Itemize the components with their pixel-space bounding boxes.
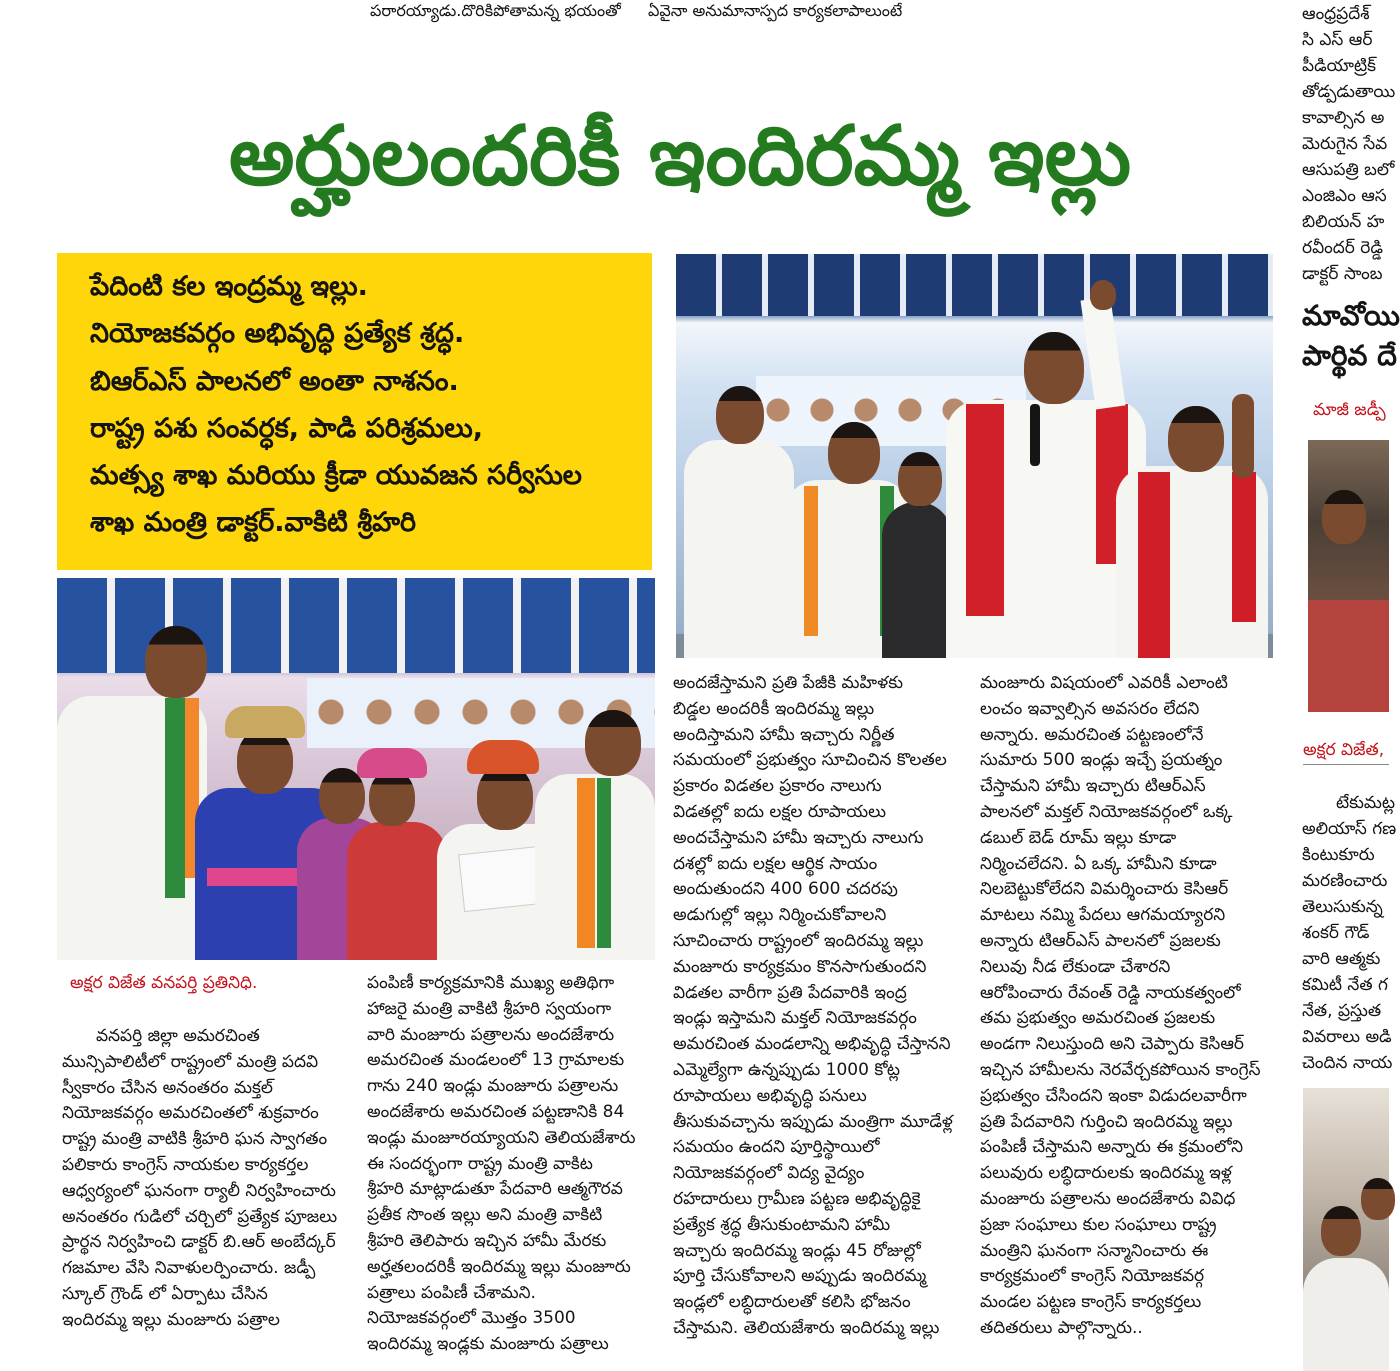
article-column-3 <box>673 671 959 1346</box>
article-line: హాజరై మంత్రి వాకిటి శ్రీహరి స్వయంగా <box>367 998 612 1019</box>
byline: అక్షర విజేత వనపర్తి ప్రతినిధి. <box>70 973 258 993</box>
article-line: మున్సిపాలిటీలో రాష్ట్రంలో మంత్రి పదవి <box>62 1051 319 1072</box>
article-line: ఇందిరమ్మ ఇండ్లకు మంజూరు పత్రాలు <box>367 1334 609 1355</box>
article-line: డబుల్ బెడ్ రూమ్ ఇల్లు కూడా <box>980 827 1177 848</box>
side-line: మరణించారు <box>1302 871 1388 891</box>
article-line: బిడ్డల అందరికీ ఇందిరమ్మ ఇల్లు <box>673 698 875 719</box>
side-line: తెలుసుకున్న <box>1302 897 1383 917</box>
article-line: మంత్రిని ఘనంగా సన్మానించారు ఈ <box>980 1240 1209 1261</box>
article-line: మంజూరు పత్రాలను అందజేశారు వివిధ <box>980 1188 1236 1209</box>
highlight-line: బిఆర్ఎస్ పాలనలో అంతా నాశనం. <box>90 365 459 397</box>
article-line: రహదారులు గ్రామీణ పట్టణ అభివృద్ధికై <box>673 1188 921 1209</box>
person-body <box>1303 1258 1389 1371</box>
article-line: ఇండ్లు ఇస్తామని మక్తల్ నియోజకవర్గం <box>673 1008 917 1029</box>
article-line: తదితరులు పాల్గొన్నారు.. <box>980 1317 1143 1338</box>
side-line: కింటుకూరు <box>1302 845 1375 865</box>
article-line: ప్రజా సంఘాలు కుల సంఘాలు రాష్ట్ర <box>980 1214 1217 1235</box>
side-line: మెరుగైన సేవ <box>1302 134 1388 154</box>
article-line: అందజేస్తామని ప్రతి పేజీకి మహిళకు <box>673 673 904 693</box>
side-headline <box>1302 296 1400 378</box>
article-line: సమయంలో ప్రభుత్వం సూచించిన కొలతల <box>673 750 947 771</box>
article-line: ప్రత్యేక శ్రద్ధ తీసుకుంటామని హామీ <box>673 1214 891 1235</box>
side-line: చెందిన నాయ <box>1302 1053 1393 1073</box>
side-line: బిలియన్ హ <box>1302 212 1385 232</box>
tent-canopy <box>676 254 1273 316</box>
article-line: పూర్తి చేసుకోవాలని అప్పుడు ఇందిరమ్మ <box>673 1266 927 1287</box>
article-line: ఎమ్మెల్యేగా ఉన్నప్పుడు 1000 కోట్ల <box>673 1059 901 1080</box>
person-head <box>585 710 641 776</box>
article-line: మాటలు నమ్మి పేదలు ఆగమయ్యారని <box>980 905 1226 926</box>
article-line: ఇందిరమ్మ ఇల్లు మంజూరు పత్రాల <box>62 1309 280 1330</box>
raised-arm <box>1232 394 1254 478</box>
person-head <box>1024 332 1084 404</box>
article-line: గాను 240 ఇండ్లు మంజూరు పత్రాలను <box>367 1076 619 1097</box>
article-line: శ్రీహరి మాట్లాడుతూ పేదవారి ఆత్మగౌరవ <box>367 1179 623 1200</box>
headdress <box>225 706 305 738</box>
side-line: కావాల్సిన అ <box>1302 108 1385 128</box>
article-column-4 <box>980 671 1264 1346</box>
side-line: కమిటీ నేత గ <box>1302 975 1388 995</box>
article-line: అర్హతలందరికీ ఇందిరమ్మ ఇల్లు మంజూరు <box>367 1256 631 1277</box>
person-head <box>369 770 415 826</box>
article-line: ఆరోపించారు రేవంత్ రెడ్డి నాయకత్వంలో <box>980 982 1241 1003</box>
article-line: తీసుకువచ్చాను ఇప్పుడు మంత్రిగా మూడేళ్ల <box>673 1111 953 1132</box>
side-heading-line: మావోయి <box>1302 299 1400 332</box>
article-line: ఇండ్లలో లబ్ధిదారులతో కలిసి భోజనం <box>673 1292 911 1313</box>
article-line: విడతల్లో ఐదు లక్షల రూపాయలు <box>673 801 887 822</box>
article-line: మంజూరు విషయంలో ఎవరికీ ఎలాంటి <box>980 673 1228 693</box>
side-line: వివరాలు అడి <box>1302 1027 1392 1047</box>
headdress <box>357 748 427 778</box>
highlight-line: శాఖ మంత్రి డాక్టర్.వాకిటి శ్రీహరి <box>90 507 417 539</box>
article-line: మండల పట్టణ కాంగ్రెస్ కార్యకర్తలు <box>980 1292 1202 1313</box>
article-line: ప్రతి పేదవారిని గుర్తించి ఇందిరమ్మ ఇల్లు <box>980 1111 1233 1132</box>
article-line: నియోజకవర్గంలో మొత్తం 3500 <box>367 1308 576 1329</box>
article-line: అండగా నిలుస్తుంది అని చెప్పారు కెసిఆర్ <box>980 1034 1245 1055</box>
article-line: పంపిణీ చేస్తామని అన్నారు ఈ క్రమంలోని <box>980 1137 1244 1158</box>
person-body <box>535 774 655 960</box>
article-column-2 <box>367 971 649 1363</box>
article-line: ఇండ్లు మంజూరయ్యాయని తెలియజేశారు <box>367 1127 636 1148</box>
side-byline: అక్షర విజేత, <box>1303 738 1389 765</box>
article-line: అనంతరం గుడిలో చర్చిలో ప్రత్యేక పూజలు <box>62 1206 338 1227</box>
article-line: నిలబెట్టుకోలేదని విమర్శించారు కెసిఆర్ <box>980 879 1229 900</box>
side-line: ఆంధ్రప్రదేశ్ <box>1302 4 1370 24</box>
tricolor-scarf <box>804 486 818 636</box>
article-line: కార్యక్రమంలో కాంగ్రెస్ నియోజకవర్గ <box>980 1266 1205 1287</box>
article-line: ఇచ్చారు ఇందిరమ్మ ఇండ్లు 45 రోజుల్లో <box>673 1240 921 1261</box>
article-line: రాష్ట్ర మంత్రి వాటికి శ్రీహరి ఘన స్వాగతం <box>62 1129 328 1150</box>
previous-article-tail-left: పరారయ్యాడు.దొరికిపోతామన్న భయంతో <box>370 1 621 20</box>
highlight-line: నియోజకవర్గం అభివృద్ధి ప్రత్యేక శ్రద్ధ. <box>90 318 465 350</box>
article-line: ప్రతీక సొంత ఇల్లు అని మంత్రి వాకిటి <box>367 1205 603 1226</box>
article-line: ఈ సందర్భంగా రాష్ట్ర మంత్రి వాకిట <box>367 1153 593 1174</box>
side-line: ఆసుపత్రి బలో <box>1302 160 1395 180</box>
article-line: తమ ప్రభుత్వం అమరచింత ప్రజలకు <box>980 1008 1216 1029</box>
article-line: వనపర్తి జిల్లా అమరచింత <box>96 1026 260 1046</box>
previous-article-tail-middle: ఏవైనా అనుమానాస్పద కార్యకలాపాలుంటే <box>648 1 903 20</box>
article-line: లంచం ఇవ్వాల్సిన అవసరం లేదని <box>980 698 1200 719</box>
red-scarf <box>1138 472 1170 658</box>
article-line: ఆధ్వర్యంలో ఘనంగా ర్యాలీ నిర్వహించారు <box>62 1180 336 1201</box>
headline: అర్హులందరికీ ఇందిరమ్మ ఇల్లు <box>228 109 1132 204</box>
article-line: అందుతుందని 400 600 చదరపు <box>673 879 898 900</box>
article-line: సూచించారు రాష్ట్రంలో ఇందిరమ్మ ఇల్లు <box>673 930 924 951</box>
side-line: టేకుమట్ల <box>1336 793 1395 813</box>
article-line: నియోజకవర్గంలో విద్య వైద్యం <box>673 1163 865 1184</box>
side-photo-top <box>1308 440 1389 712</box>
distribution-photo <box>57 578 655 960</box>
person-head <box>145 626 207 698</box>
article-line: పలికారు కాంగ్రెస్ నాయకుల కార్యకర్తల <box>62 1154 309 1175</box>
article-line: ఇచ్చిన హామీలను నెరవేర్చకపోయిన కాంగ్రెస్ <box>980 1059 1261 1080</box>
tricolor-scarf <box>165 698 185 898</box>
red-scarf <box>1232 472 1256 622</box>
article-column-1 <box>62 1024 347 1344</box>
article-line: అందజేశారు అమరచింత పట్టణానికి 84 <box>367 1101 625 1122</box>
side-line: పీడియాట్రిక్ <box>1302 56 1376 76</box>
article-line: సుమారు 500 ఇండ్లు ఇచ్చే ప్రయత్నం <box>980 750 1223 771</box>
article-line: శ్రీహరి తెలిపారు ఇచ్చిన హామీ మేరకు <box>367 1230 607 1251</box>
stage-photo <box>676 254 1273 658</box>
person-body <box>882 502 952 658</box>
article-line: పలువురు లబ్ధిదారులకు ఇందిరమ్మ ఇళ్ల <box>980 1163 1232 1184</box>
highlight-line: మత్స్య శాఖ మరియు క్రీడా యువజన సర్వీసుల <box>90 460 582 492</box>
red-scarf <box>966 404 1004 616</box>
person-body <box>684 440 794 658</box>
highlight-box <box>57 253 652 570</box>
article-line: అన్నారు. అమరచింత పట్టణంలోనే <box>980 724 1204 745</box>
paper-document <box>458 846 546 912</box>
side-line: శంకర్ గౌడ్ <box>1302 923 1370 943</box>
article-line: అందచేస్తామని హామీ ఇచ్చారు నాలుగు <box>673 827 924 848</box>
side-article-top <box>1302 1 1396 291</box>
person-head <box>716 386 764 444</box>
article-line: నిర్మించలేదని. ఏ ఒక్క హామీని కూడా <box>980 853 1217 874</box>
article-line: అందిస్తామని హామీ ఇచ్చారు నిర్ణీత <box>673 724 895 745</box>
side-line: వారి ఆత్మకు <box>1302 949 1381 969</box>
side-article-bottom <box>1302 790 1397 1078</box>
article-line: సమయం ఉందని పూర్తిస్థాయిలో <box>673 1137 880 1158</box>
article-line: స్కూల్ గ్రౌండ్ లో ఏర్పాటు చేసిన <box>62 1283 268 1304</box>
article-line: అమరచింత మండలాన్ని అభివృద్ధి చేస్తానని <box>673 1034 951 1055</box>
article-line: పాలనలో మక్తల్ నియోజకవర్గంలో ఒక్క <box>980 801 1233 822</box>
side-line: సి ఎస్ ఆర్ <box>1302 30 1373 50</box>
article-line: చేస్తామని. తెలియజేశారు ఇందిరమ్మ ఇల్లు <box>673 1317 940 1338</box>
article-line: రూపాయలు అభివృద్ధి పనులు <box>673 1085 867 1106</box>
article-line: విడతల వారీగా ప్రతి పేదవారికి ఇంద్ర <box>673 982 907 1003</box>
article-line: నియోజకవర్గం అమరచింతలో శుక్రవారం <box>62 1103 319 1124</box>
article-line: వారి మంజూరు పత్రాలను అందజేశారు <box>367 1024 615 1045</box>
article-line: అమరచింత మండలంలో 13 గ్రామాలకు <box>367 1050 625 1071</box>
article-line: అడుగుల్లో ఇల్లు నిర్మించుకోవాలని <box>673 905 887 926</box>
article-line: గజమాల వేసి నివాళులర్పించారు. జడ్పీ <box>62 1258 316 1279</box>
side-line: రవీందర్ రెడ్డి <box>1302 238 1383 258</box>
article-line: ప్రభుత్వం చేసిందని ఇంకా విడుదలవారీగా <box>980 1085 1247 1106</box>
person-head <box>1322 490 1366 544</box>
article-line: స్వీకారం చేసిన అనంతరం మక్తల్ <box>62 1077 273 1098</box>
highlight-line: రాష్ట్ర పశు సంవర్ధక, పాడి పరిశ్రమలు, <box>90 412 484 444</box>
article-line: పంపిణీ కార్యక్రమానికి ముఖ్య అతిథిగా <box>367 973 615 993</box>
tricolor-scarf <box>577 778 595 948</box>
person-head <box>898 452 942 506</box>
side-line: తోడ్పడుతాయి <box>1302 82 1396 102</box>
person-head <box>828 422 880 484</box>
microphone <box>1030 404 1040 466</box>
person-head <box>1361 1178 1395 1220</box>
article-line: చేస్తామని హామీ ఇచ్చారు టిఆర్ఎస్ <box>980 776 1206 797</box>
side-heading-line: పార్థివ దే <box>1302 339 1397 372</box>
article-line: మంజూరు కార్యక్రమం కొనసాగుతుందని <box>673 956 927 977</box>
person-body <box>347 822 447 960</box>
side-line: డాక్టర్ సాంబ <box>1302 264 1383 284</box>
side-byline: మాజీ జడ్పీ <box>1313 400 1386 420</box>
article-line: దశల్లో ఐదు లక్షల ఆర్థిక సాయం <box>673 853 878 874</box>
side-line: ఎంజిఎం ఆస <box>1302 186 1387 206</box>
person-head <box>1321 1206 1361 1256</box>
highlight-line: పేదింటి కల ఇంద్రమ్మ ఇల్లు. <box>90 271 368 302</box>
tricolor-scarf <box>597 778 611 948</box>
article-line: ప్రకారం విడతల ప్రకారం నాలుగు <box>673 776 882 797</box>
side-photo-bottom <box>1303 1088 1389 1371</box>
side-line: నేత, ప్రస్తుత <box>1302 1001 1382 1021</box>
article-line: నిలువు నీడ లేకుండా చేశారని <box>980 956 1171 977</box>
turban <box>467 740 539 774</box>
article-line: పత్రాలు పంపిణీ చేశామని. <box>367 1282 536 1303</box>
raised-hand <box>1090 280 1116 310</box>
side-line: అలియాస్ గణ <box>1302 819 1397 839</box>
article-line: అన్నారు టిఆర్ఎస్ పాలనలో ప్రజలకు <box>980 930 1221 951</box>
person-head <box>1168 406 1224 472</box>
article-line: ప్రార్థన నిర్వహించి డాక్టర్ బి.ఆర్ అంబేద్కర్ <box>62 1232 336 1253</box>
garland <box>1308 600 1389 712</box>
